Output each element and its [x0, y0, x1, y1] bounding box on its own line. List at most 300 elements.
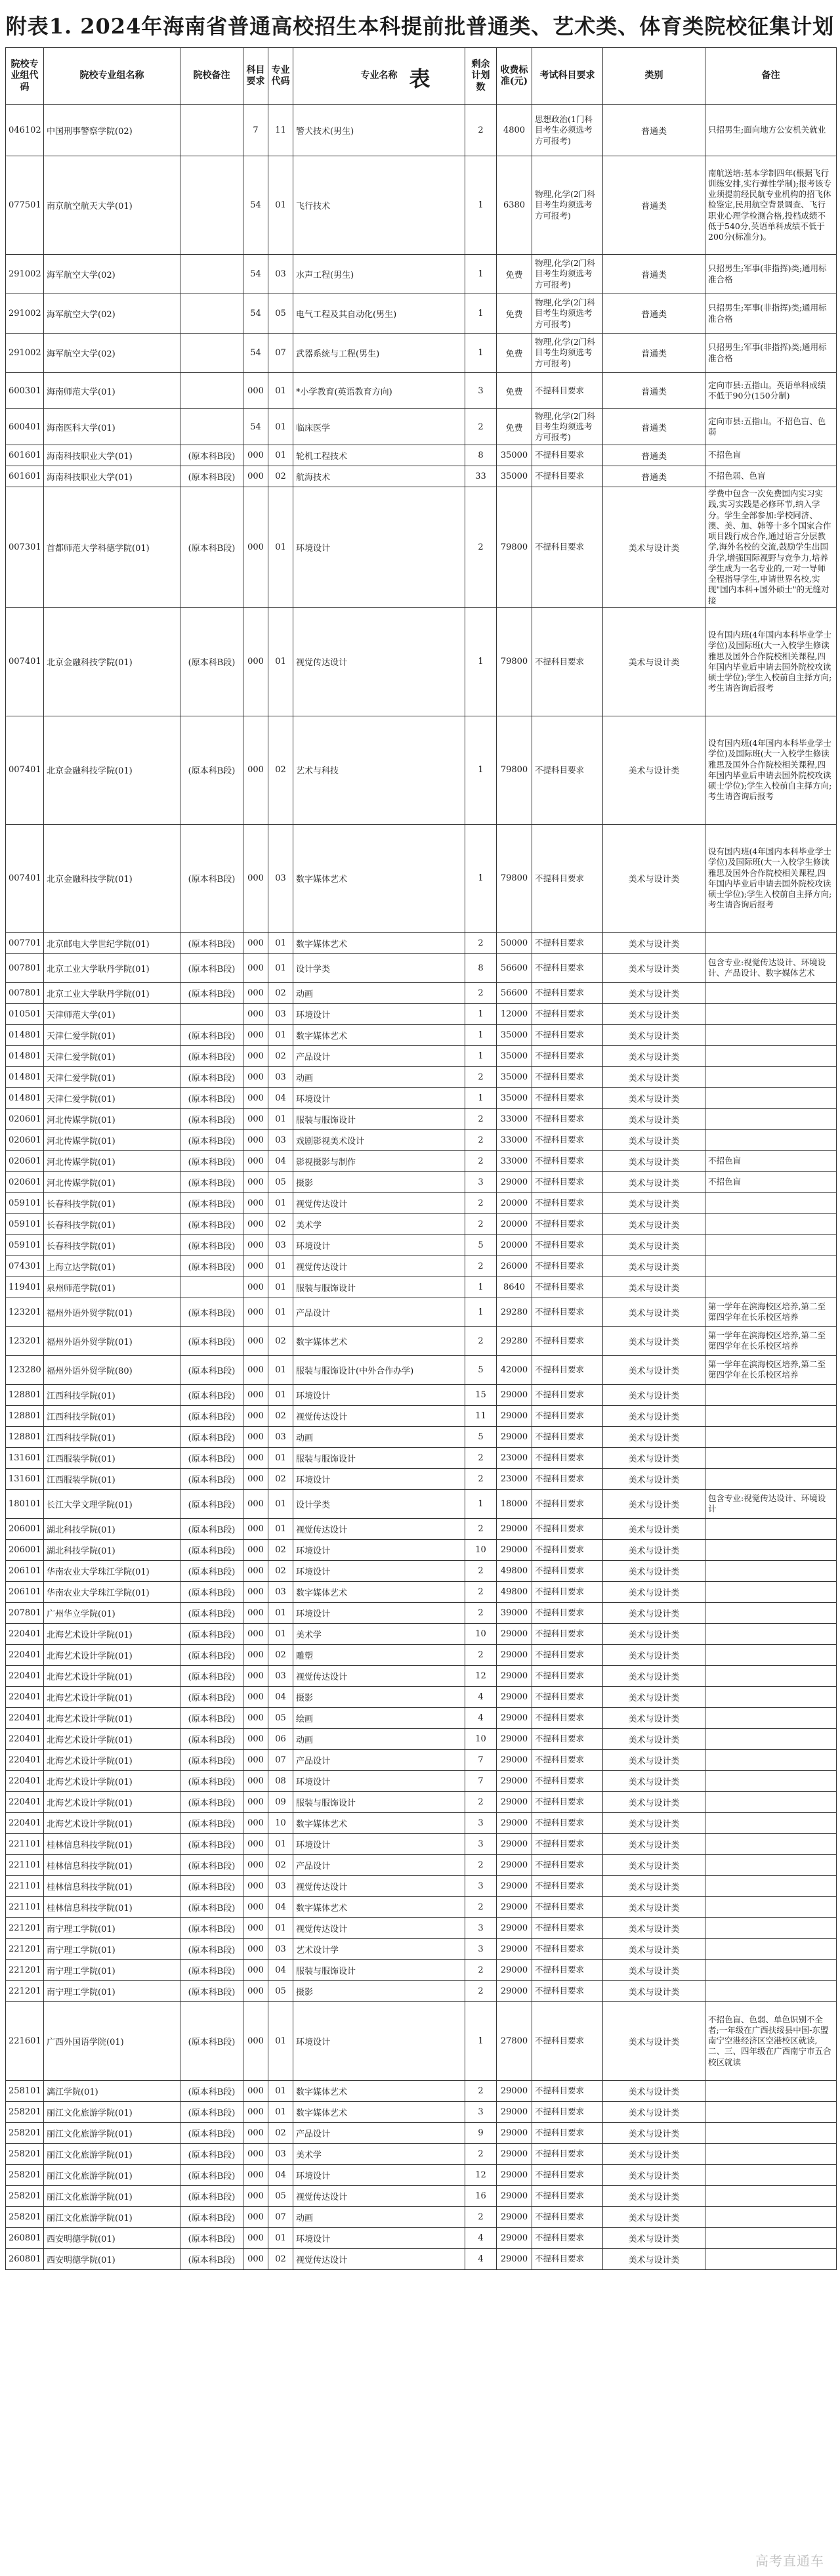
cell-note [705, 2080, 837, 2101]
cell-category: 美术与设计类 [603, 1045, 705, 1066]
cell-remaining-plan: 2 [465, 1959, 497, 1980]
cell-note [705, 1539, 837, 1560]
cell-major-code: 03 [268, 1003, 293, 1024]
table-row [6, 1426, 837, 1447]
cell-major-code: 01 [268, 1108, 293, 1129]
cell-remaining-plan: 1 [465, 1298, 497, 1326]
cell-group-name: 长春科技学院(01) [44, 1213, 180, 1234]
cell-fee: 27800 [497, 2001, 532, 2080]
cell-major-code: 02 [268, 1326, 293, 1355]
cell-school-remark: (原本科B段) [180, 1384, 243, 1405]
table-row [6, 1213, 837, 1234]
cell-group-code: 007801 [6, 982, 44, 1003]
cell-remaining-plan: 5 [465, 1234, 497, 1255]
cell-major-name: *小学教育(英语教育方向) [293, 373, 465, 409]
cell-major-code: 01 [268, 1384, 293, 1405]
table-row [6, 1602, 837, 1623]
cell-fee: 33000 [497, 1108, 532, 1129]
cell-group-code: 119401 [6, 1277, 44, 1298]
cell-major-code: 01 [268, 2101, 293, 2122]
cell-group-code: 014801 [6, 1087, 44, 1108]
cell-school-remark: (原本科B段) [180, 2248, 243, 2269]
cell-major-name: 美术学 [293, 2143, 465, 2164]
cell-major-name: 电气工程及其自动化(男生) [293, 294, 465, 334]
cell-school-remark: (原本科B段) [180, 1560, 243, 1581]
cell-subject-req: 000 [243, 1959, 268, 1980]
cell-group-name: 桂林信息科技学院(01) [44, 1896, 180, 1917]
cell-fee: 18000 [497, 1489, 532, 1518]
cell-major-code: 03 [268, 824, 293, 932]
cell-remaining-plan: 7 [465, 1749, 497, 1770]
cell-major-name: 视觉传达设计 [293, 2248, 465, 2269]
cell-remaining-plan: 2 [465, 1150, 497, 1171]
cell-category: 美术与设计类 [603, 1875, 705, 1896]
cell-note [705, 1087, 837, 1108]
cell-remaining-plan: 1 [465, 1489, 497, 1518]
cell-group-code: 059101 [6, 1213, 44, 1234]
cell-group-code: 206001 [6, 1539, 44, 1560]
cell-subject-req: 000 [243, 1468, 268, 1489]
cell-major-code: 01 [268, 445, 293, 466]
cell-exam-subject-req: 不提科目要求 [532, 1518, 603, 1539]
cell-group-name: 北京邮电大学世纪学院(01) [44, 932, 180, 953]
table-row [6, 1298, 837, 1326]
cell-category: 美术与设计类 [603, 2227, 705, 2248]
cell-group-code: 206101 [6, 1581, 44, 1602]
cell-category: 美术与设计类 [603, 1539, 705, 1560]
cell-exam-subject-req: 不提科目要求 [532, 466, 603, 487]
cell-group-name: 南宁理工学院(01) [44, 1959, 180, 1980]
cell-group-name: 湖北科技学院(01) [44, 1539, 180, 1560]
cell-subject-req: 000 [243, 1447, 268, 1468]
cell-category: 美术与设计类 [603, 1833, 705, 1854]
cell-fee: 29000 [497, 1539, 532, 1560]
cell-exam-subject-req: 不提科目要求 [532, 1426, 603, 1447]
cell-note [705, 1277, 837, 1298]
cell-note [705, 1896, 837, 1917]
table-row [6, 1384, 837, 1405]
cell-fee: 免费 [497, 409, 532, 445]
cell-fee: 29000 [497, 1707, 532, 1728]
cell-note [705, 1192, 837, 1213]
cell-note [705, 1623, 837, 1644]
table-row [6, 824, 837, 932]
cell-category: 美术与设计类 [603, 487, 705, 608]
cell-exam-subject-req: 不提科目要求 [532, 1003, 603, 1024]
cell-group-code: 128801 [6, 1405, 44, 1426]
cell-major-name: 产品设计 [293, 1298, 465, 1326]
cell-school-remark [180, 373, 243, 409]
cell-note [705, 1024, 837, 1045]
cell-exam-subject-req: 不提科目要求 [532, 1045, 603, 1066]
cell-major-code: 01 [268, 1298, 293, 1326]
cell-major-name: 环境设计 [293, 1602, 465, 1623]
cell-major-code: 03 [268, 1875, 293, 1896]
cell-major-code: 03 [268, 2143, 293, 2164]
cell-school-remark: (原本科B段) [180, 1045, 243, 1066]
cell-exam-subject-req: 物理,化学(2门科目考生均须选考方可报考) [532, 334, 603, 373]
cell-group-code: 258201 [6, 2164, 44, 2185]
cell-exam-subject-req: 不提科目要求 [532, 1770, 603, 1791]
cell-fee: 29000 [497, 2080, 532, 2101]
cell-group-code: 220401 [6, 1770, 44, 1791]
cell-note [705, 1875, 837, 1896]
cell-group-name: 泉州师范学院(01) [44, 1277, 180, 1298]
cell-category: 美术与设计类 [603, 2001, 705, 2080]
cell-group-code: 260801 [6, 2227, 44, 2248]
cell-school-remark: (原本科B段) [180, 445, 243, 466]
cell-major-name: 轮机工程技术 [293, 445, 465, 466]
cell-group-name: 天津仁爱学院(01) [44, 1087, 180, 1108]
cell-exam-subject-req: 不提科目要求 [532, 1686, 603, 1707]
cell-school-remark: (原本科B段) [180, 1108, 243, 1129]
cell-category: 美术与设计类 [603, 607, 705, 716]
cell-remaining-plan: 15 [465, 1384, 497, 1405]
cell-fee: 29000 [497, 2122, 532, 2143]
table-row [6, 607, 837, 716]
cell-group-code: 220401 [6, 1707, 44, 1728]
cell-subject-req: 000 [243, 2001, 268, 2080]
cell-remaining-plan: 2 [465, 1066, 497, 1087]
cell-fee: 35000 [497, 1087, 532, 1108]
table-row [6, 1749, 837, 1770]
cell-major-code: 01 [268, 2227, 293, 2248]
cell-group-code: 010501 [6, 1003, 44, 1024]
cell-major-name: 视觉传达设计 [293, 1665, 465, 1686]
cell-major-code: 03 [268, 1234, 293, 1255]
cell-remaining-plan: 2 [465, 1129, 497, 1150]
cell-exam-subject-req: 不提科目要求 [532, 1854, 603, 1875]
cell-group-code: 128801 [6, 1426, 44, 1447]
cell-note [705, 1812, 837, 1833]
cell-major-code: 07 [268, 334, 293, 373]
cell-school-remark: (原本科B段) [180, 1192, 243, 1213]
cell-fee: 29000 [497, 1917, 532, 1938]
cell-group-name: 海军航空大学(02) [44, 294, 180, 334]
cell-group-name: 北京工业大学耿丹学院(01) [44, 982, 180, 1003]
cell-note: 包含专业:视觉传达设计、环境设计、产品设计、数字媒体艺术 [705, 953, 837, 982]
cell-school-remark: (原本科B段) [180, 1644, 243, 1665]
cell-subject-req: 000 [243, 1707, 268, 1728]
cell-major-name: 服装与服饰设计 [293, 1959, 465, 1980]
table-row [6, 156, 837, 255]
cell-remaining-plan: 2 [465, 2143, 497, 2164]
cell-major-name: 摄影 [293, 1980, 465, 2001]
cell-major-code: 02 [268, 716, 293, 824]
cell-major-name: 艺术与科技 [293, 716, 465, 824]
table-row [6, 1854, 837, 1875]
cell-major-name: 数字媒体艺术 [293, 1896, 465, 1917]
cell-group-name: 福州外语外贸学院(01) [44, 1326, 180, 1355]
cell-remaining-plan: 1 [465, 716, 497, 824]
cell-major-code: 01 [268, 953, 293, 982]
cell-subject-req: 000 [243, 2227, 268, 2248]
cell-major-code: 02 [268, 1644, 293, 1665]
cell-exam-subject-req: 不提科目要求 [532, 1707, 603, 1728]
table-row [6, 2001, 837, 2080]
cell-fee: 29000 [497, 1728, 532, 1749]
cell-major-code: 02 [268, 1539, 293, 1560]
cell-remaining-plan: 4 [465, 2227, 497, 2248]
cell-subject-req: 000 [243, 1326, 268, 1355]
cell-exam-subject-req: 不提科目要求 [532, 1129, 603, 1150]
cell-subject-req: 000 [243, 1602, 268, 1623]
cell-subject-req: 000 [243, 1489, 268, 1518]
cell-school-remark: (原本科B段) [180, 1213, 243, 1234]
cell-group-code: 206001 [6, 1518, 44, 1539]
cell-major-code: 02 [268, 1468, 293, 1489]
cell-group-name: 天津仁爱学院(01) [44, 1045, 180, 1066]
cell-subject-req: 000 [243, 1298, 268, 1326]
cell-group-name: 北海艺术设计学院(01) [44, 1686, 180, 1707]
cell-major-name: 美术学 [293, 1213, 465, 1234]
cell-exam-subject-req: 不提科目要求 [532, 1108, 603, 1129]
cell-fee: 29000 [497, 1665, 532, 1686]
cell-group-code: 014801 [6, 1066, 44, 1087]
cell-subject-req: 000 [243, 1770, 268, 1791]
cell-major-name: 摄影 [293, 1171, 465, 1192]
cell-major-name: 数字媒体艺术 [293, 1326, 465, 1355]
cell-major-code: 03 [268, 1665, 293, 1686]
cell-major-code: 01 [268, 2001, 293, 2080]
cell-category: 美术与设计类 [603, 1560, 705, 1581]
cell-subject-req: 000 [243, 487, 268, 608]
cell-remaining-plan: 1 [465, 294, 497, 334]
cell-subject-req: 000 [243, 445, 268, 466]
cell-school-remark: (原本科B段) [180, 1707, 243, 1728]
cell-major-name: 摄影 [293, 1686, 465, 1707]
cell-exam-subject-req: 不提科目要求 [532, 607, 603, 716]
cell-group-name: 福州外语外贸学院(01) [44, 1298, 180, 1326]
cell-subject-req: 000 [243, 1728, 268, 1749]
cell-major-code: 09 [268, 1791, 293, 1812]
cell-school-remark: (原本科B段) [180, 2227, 243, 2248]
cell-subject-req: 000 [243, 716, 268, 824]
cell-note [705, 1707, 837, 1728]
cell-major-name: 服装与服饰设计 [293, 1791, 465, 1812]
cell-note [705, 1770, 837, 1791]
cell-exam-subject-req: 物理,化学(2门科目考生均须选考方可报考) [532, 255, 603, 294]
cell-major-code: 05 [268, 1171, 293, 1192]
cell-major-name: 服装与服饰设计 [293, 1277, 465, 1298]
cell-remaining-plan: 2 [465, 1791, 497, 1812]
cell-note: 第一学年在滨海校区培养,第二至第四学年在长乐校区培养 [705, 1298, 837, 1326]
cell-fee: 29000 [497, 1686, 532, 1707]
cell-subject-req: 000 [243, 1875, 268, 1896]
cell-school-remark: (原本科B段) [180, 2080, 243, 2101]
cell-remaining-plan: 2 [465, 487, 497, 608]
cell-fee: 6380 [497, 156, 532, 255]
cell-group-code: 221201 [6, 1980, 44, 2001]
cell-remaining-plan: 1 [465, 1045, 497, 1066]
cell-fee: 29000 [497, 1833, 532, 1854]
cell-subject-req: 000 [243, 1812, 268, 1833]
cell-subject-req: 000 [243, 1066, 268, 1087]
cell-note [705, 1938, 837, 1959]
cell-note: 不招色盲 [705, 1150, 837, 1171]
cell-note [705, 1854, 837, 1875]
cell-group-code: 258101 [6, 2080, 44, 2101]
cell-subject-req: 000 [243, 373, 268, 409]
cell-major-name: 环境设计 [293, 2001, 465, 2080]
cell-major-name: 服装与服饰设计 [293, 1447, 465, 1468]
cell-subject-req: 000 [243, 2206, 268, 2227]
cell-major-code: 01 [268, 607, 293, 716]
cell-remaining-plan: 2 [465, 409, 497, 445]
table-row [6, 1468, 837, 1489]
cell-fee: 23000 [497, 1468, 532, 1489]
cell-category: 美术与设计类 [603, 1581, 705, 1602]
cell-remaining-plan: 3 [465, 1938, 497, 1959]
cell-remaining-plan: 2 [465, 1213, 497, 1234]
cell-category: 美术与设计类 [603, 2206, 705, 2227]
cell-group-code: 007401 [6, 824, 44, 932]
table-row [6, 1447, 837, 1468]
cell-exam-subject-req: 不提科目要求 [532, 2164, 603, 2185]
cell-group-name: 北海艺术设计学院(01) [44, 1770, 180, 1791]
cell-category: 普通类 [603, 294, 705, 334]
cell-major-name: 数字媒体艺术 [293, 2080, 465, 2101]
cell-subject-req: 000 [243, 2164, 268, 2185]
cell-subject-req: 000 [243, 1896, 268, 1917]
cell-major-code: 01 [268, 2080, 293, 2101]
cell-note [705, 1602, 837, 1623]
cell-major-name: 临床医学 [293, 409, 465, 445]
cell-remaining-plan: 3 [465, 2101, 497, 2122]
cell-school-remark [180, 1277, 243, 1298]
cell-group-name: 海南科技职业大学(01) [44, 445, 180, 466]
cell-remaining-plan: 12 [465, 1665, 497, 1686]
cell-remaining-plan: 33 [465, 466, 497, 487]
cell-group-name: 江西服装学院(01) [44, 1447, 180, 1468]
cell-fee: 20000 [497, 1192, 532, 1213]
cell-major-name: 设计学类 [293, 1489, 465, 1518]
cell-major-name: 环境设计 [293, 1087, 465, 1108]
cell-category: 美术与设计类 [603, 1749, 705, 1770]
cell-fee: 35000 [497, 1045, 532, 1066]
cell-school-remark: (原本科B段) [180, 1405, 243, 1426]
cell-school-remark: (原本科B段) [180, 1066, 243, 1087]
table-row [6, 1087, 837, 1108]
cell-note: 不招色盲 [705, 445, 837, 466]
cell-major-code: 05 [268, 1980, 293, 2001]
cell-note [705, 1384, 837, 1405]
table-row [6, 1917, 837, 1938]
cell-category: 美术与设计类 [603, 2122, 705, 2143]
cell-exam-subject-req: 不提科目要求 [532, 953, 603, 982]
cell-school-remark: (原本科B段) [180, 1518, 243, 1539]
cell-category: 普通类 [603, 255, 705, 294]
cell-school-remark: (原本科B段) [180, 2122, 243, 2143]
cell-group-code: 220401 [6, 1644, 44, 1665]
cell-group-code: 220401 [6, 1665, 44, 1686]
cell-category: 美术与设计类 [603, 1980, 705, 2001]
cell-category: 美术与设计类 [603, 1686, 705, 1707]
cell-category: 美术与设计类 [603, 1791, 705, 1812]
cell-school-remark: (原本科B段) [180, 487, 243, 608]
cell-remaining-plan: 1 [465, 1003, 497, 1024]
cell-group-code: 180101 [6, 1489, 44, 1518]
cell-major-code: 11 [268, 105, 293, 156]
cell-subject-req: 000 [243, 1277, 268, 1298]
cell-group-code: 007401 [6, 607, 44, 716]
cell-major-code: 02 [268, 2248, 293, 2269]
cell-school-remark: (原本科B段) [180, 1129, 243, 1150]
cell-major-code: 01 [268, 1192, 293, 1213]
cell-exam-subject-req: 不提科目要求 [532, 1468, 603, 1489]
header-group-code: 院校专业组代码 [6, 48, 44, 105]
cell-fee: 29000 [497, 2164, 532, 2185]
table-row [6, 255, 837, 294]
cell-school-remark: (原本科B段) [180, 2001, 243, 2080]
cell-group-code: 221101 [6, 1854, 44, 1875]
cell-school-remark: (原本科B段) [180, 2164, 243, 2185]
table-row [6, 953, 837, 982]
cell-school-remark: (原本科B段) [180, 716, 243, 824]
table-row [6, 1623, 837, 1644]
cell-group-name: 河北传媒学院(01) [44, 1171, 180, 1192]
cell-subject-req: 000 [243, 607, 268, 716]
table-row [6, 1791, 837, 1812]
cell-subject-req: 000 [243, 1854, 268, 1875]
cell-group-name: 北京工业大学耿丹学院(01) [44, 953, 180, 982]
cell-fee: 29000 [497, 1644, 532, 1665]
cell-fee: 29000 [497, 1980, 532, 2001]
cell-group-code: 020601 [6, 1129, 44, 1150]
cell-note: 第一学年在滨海校区培养,第二至第四学年在长乐校区培养 [705, 1355, 837, 1384]
cell-major-name: 视觉传达设计 [293, 1405, 465, 1426]
cell-remaining-plan: 2 [465, 1896, 497, 1917]
cell-group-name: 北海艺术设计学院(01) [44, 1665, 180, 1686]
cell-note [705, 1980, 837, 2001]
cell-remaining-plan: 4 [465, 1686, 497, 1707]
cell-note [705, 1234, 837, 1255]
cell-major-code: 01 [268, 1833, 293, 1854]
cell-category: 美术与设计类 [603, 2143, 705, 2164]
cell-category: 美术与设计类 [603, 1108, 705, 1129]
table-row [6, 1938, 837, 1959]
cell-exam-subject-req: 不提科目要求 [532, 1812, 603, 1833]
cell-exam-subject-req: 不提科目要求 [532, 1644, 603, 1665]
header-category: 类别 [603, 48, 705, 105]
cell-group-name: 南京航空航天大学(01) [44, 156, 180, 255]
cell-major-name: 视觉传达设计 [293, 1917, 465, 1938]
cell-subject-req: 000 [243, 824, 268, 932]
cell-major-name: 服装与服饰设计 [293, 1108, 465, 1129]
cell-note: 设有国内班(4年国内本科毕业学士学位)及国际班(大一入校学生修读雅思及国外合作院校相关课程,四年国内毕业后申请去国外院校攻读硕士学位);学生入校前自主择方向;考生请咨询后报考 [705, 607, 837, 716]
cell-remaining-plan: 3 [465, 1917, 497, 1938]
cell-category: 普通类 [603, 373, 705, 409]
cell-group-name: 丽江文化旅游学院(01) [44, 2164, 180, 2185]
cell-group-name: 北京金融科技学院(01) [44, 607, 180, 716]
cell-subject-req: 000 [243, 1192, 268, 1213]
cell-remaining-plan: 2 [465, 1468, 497, 1489]
cell-school-remark: (原本科B段) [180, 1938, 243, 1959]
cell-major-name: 环境设计 [293, 1234, 465, 1255]
cell-group-code: 220401 [6, 1812, 44, 1833]
cell-major-code: 10 [268, 1812, 293, 1833]
cell-remaining-plan: 2 [465, 105, 497, 156]
cell-category: 美术与设计类 [603, 1644, 705, 1665]
cell-exam-subject-req: 不提科目要求 [532, 1623, 603, 1644]
cell-category: 美术与设计类 [603, 1518, 705, 1539]
cell-subject-req: 000 [243, 982, 268, 1003]
cell-group-name: 华南农业大学珠江学院(01) [44, 1560, 180, 1581]
cell-remaining-plan: 1 [465, 255, 497, 294]
cell-category: 普通类 [603, 445, 705, 466]
cell-exam-subject-req: 不提科目要求 [532, 1728, 603, 1749]
cell-subject-req: 000 [243, 1980, 268, 2001]
